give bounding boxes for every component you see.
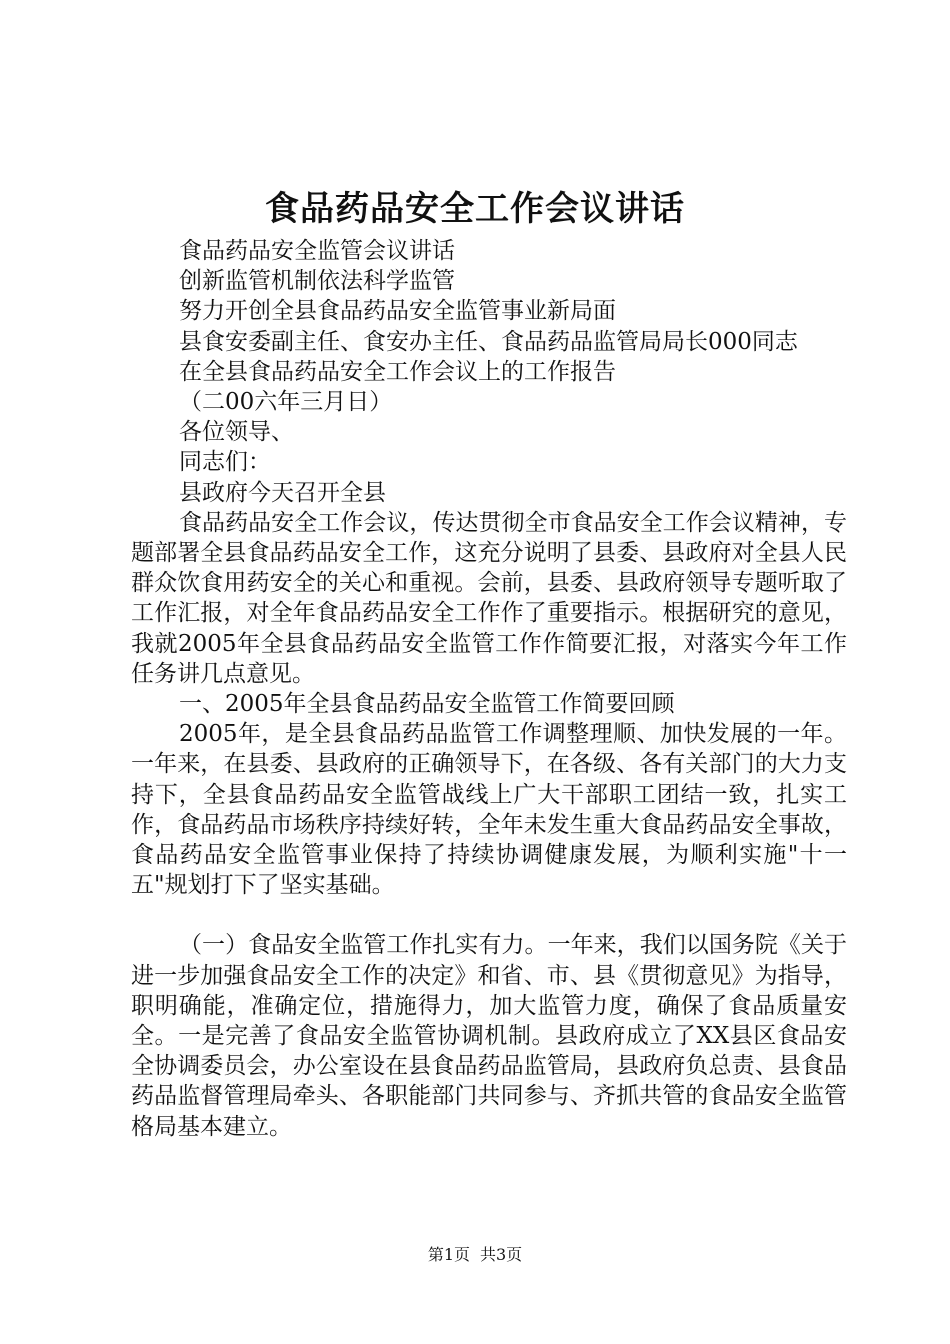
document-body	[131, 236, 847, 1142]
document-title: 食品药品安全工作会议讲话	[265, 189, 685, 229]
paragraph-date: （二00六年三月日）	[179, 389, 393, 416]
paragraph-subtitle: 食品药品安全监管会议讲话	[179, 238, 455, 264]
paragraph-introduction: 食品药品安全工作会议，传达贯彻全市食品安全工作会议精神，专题部署全县食品药品安全工作，这充分说明了县委、县政府对全县人民群众饮食用药安全的关心和重视。会前，县委、县政府领导专题听取了工作汇报，对全年食品药品安全工作作了重要指示。根据研究的意见，我就2005年全县食品药品安全监管工作作简要汇报，对落实今年工作任务讲几点意见。	[131, 509, 847, 687]
paragraph-opening: 县政府今天召开全县	[179, 479, 386, 506]
paragraph-theme-line-1: 创新监管机制依法科学监管	[179, 268, 455, 295]
paragraph-report-title: 在全县食品药品安全工作会议上的工作报告	[179, 358, 616, 385]
paragraph-speaker: 县食安委副主任、食安办主任、食品药品监管局局长000同志	[179, 328, 798, 355]
paragraph-salutation-1: 各位领导、	[179, 419, 294, 446]
page-footer	[0, 1244, 950, 1266]
paragraph-food-safety: （一）食品安全监管工作扎实有力。一年来，我们以国务院《关于进一步加强食品安全工作的决定》和省、市、县《贯彻意见》为指导，职明确能，准确定位，措施得力，加大监管力度，确保了食品质量安全。一是完善了食品安全监管协调机制。县政府成立了XX县区食品安全协调委员会，办公室设在县食品药品监管局，县政府负总责、县食品药品监督管理局牵头、各职能部门共同参与、齐抓共管的食品安全监管格局基本建立。	[131, 932, 847, 1140]
page-number: 第1页	[427, 1245, 470, 1264]
paragraph-theme-line-2: 努力开创全县食品药品安全监管事业新局面	[179, 298, 616, 325]
paragraph-salutation-2: 同志们：	[179, 449, 271, 476]
section-heading-1: 一、2005年全县食品药品安全监管工作简要回顾	[179, 691, 675, 718]
page-count: 共3页	[480, 1245, 523, 1264]
paragraph-review: 2005年，是全县食品药品监管工作调整理顺、加快发展的一年。一年来，在县委、县政府的正确领导下，在各级、各有关部门的大力支持下，全县食品药品安全监管战线上广大干部职工团结一致，扎实工作，食品药品市场秩序持续好转，全年未发生重大食品药品安全事故，食品药品安全监管事业保持了持续协调健康发展，为顺利实施"十一五"规划打下了坚实基础。	[131, 721, 847, 899]
